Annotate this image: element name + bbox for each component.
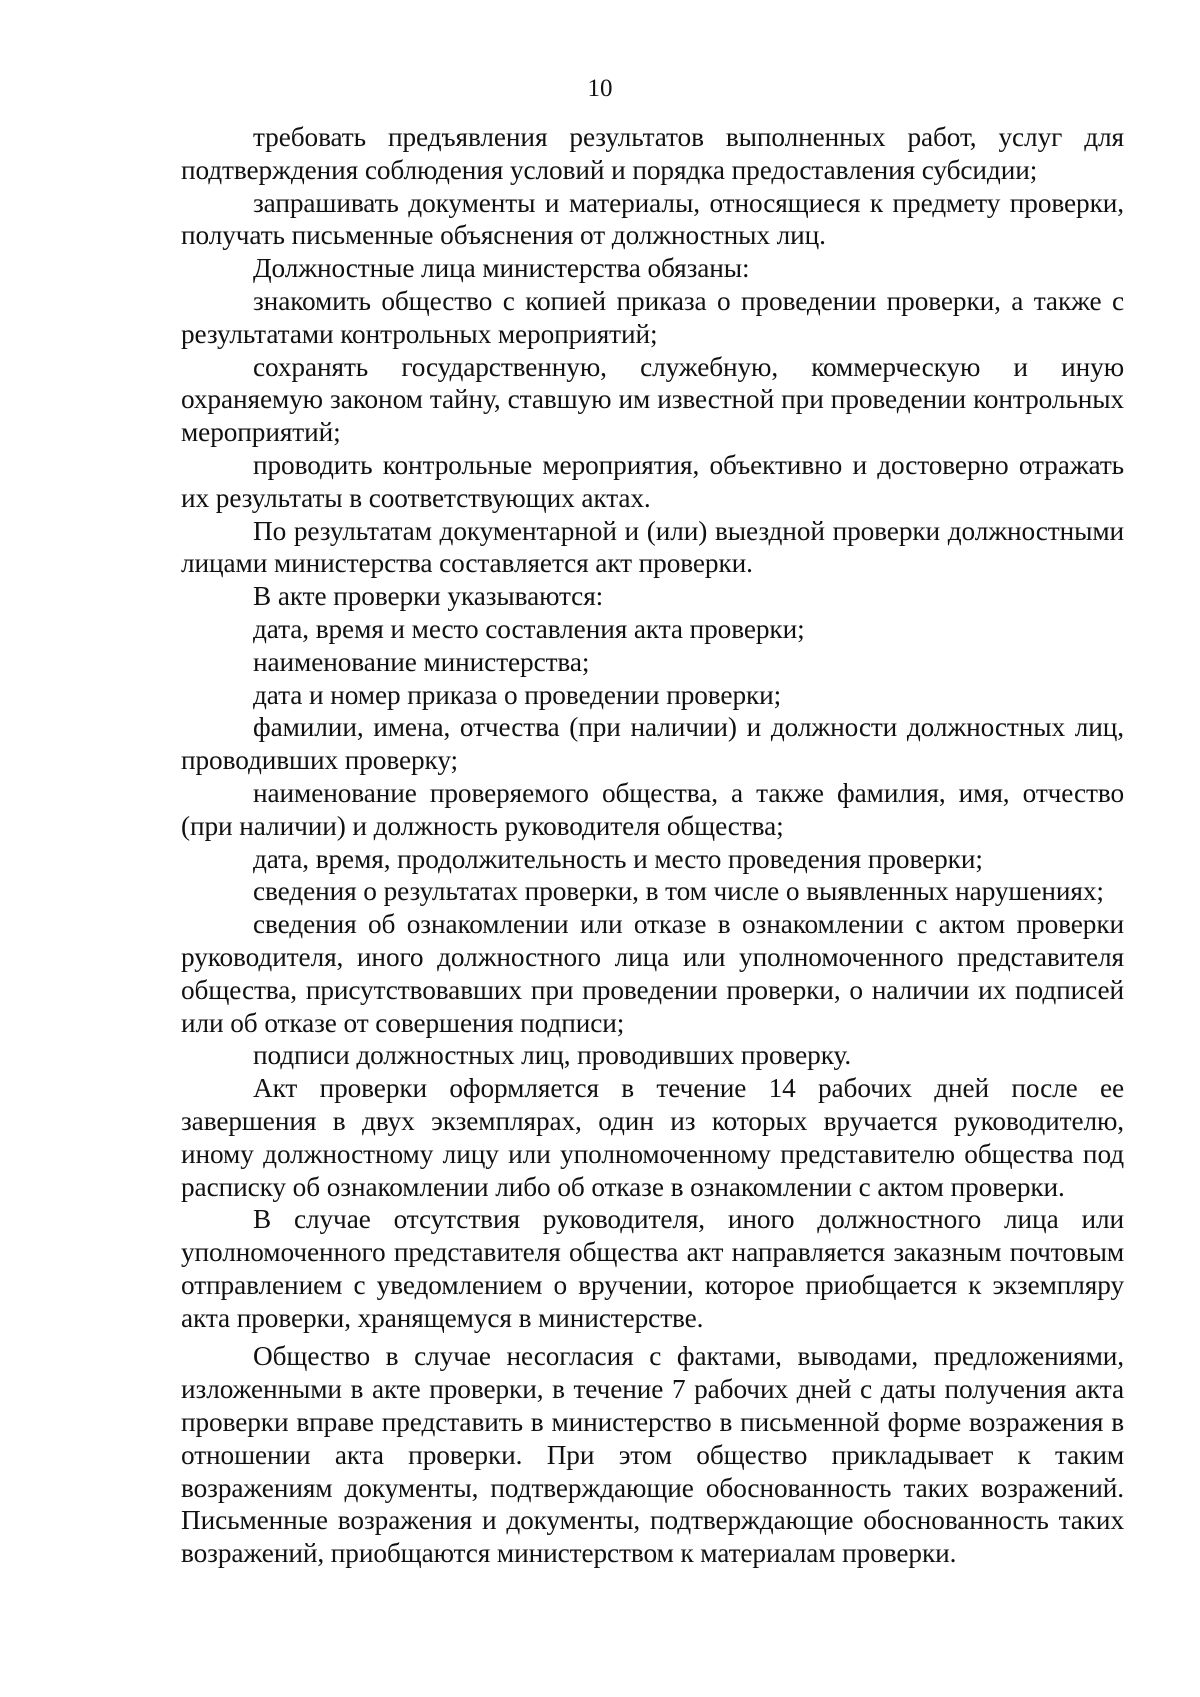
paragraph-19: В случае отсутствия руководителя, иного должностного лица или уполномоченного представителя общества акт направляется заказным почтовым отправлением с уведомлением о вручении, которое приобщается к экземпляру акта проверки, хранящемуся в министерстве. [181,1204,1124,1333]
document-body [181,121,1124,1570]
paragraph-17: подписи должностных лиц, проводивших проверку. [253,1040,852,1071]
paragraph-9: дата, время и место составления акта проверки; [253,613,805,644]
paragraph-5: сохранять государственную, служебную, коммерческую и иную охраняемую законом тайну, ставшую им известной при проведении контрольных мероприятий; [181,351,1124,448]
paragraph-7: По результатам документарной и (или) выездной проверки должностными лицами министерства составляется акт проверки. [181,515,1124,579]
paragraph-3: Должностные лица министерства обязаны: [253,253,750,284]
paragraph-11: дата и номер приказа о проведении проверки; [253,679,782,710]
paragraph-1: требовать предъявления результатов выполненных работ, услуг для подтверждения соблюдения условий и порядка предоставления субсидии; [181,122,1124,185]
paragraph-18: Акт проверки оформляется в течение 14 рабочих дней после ее завершения в двух экземплярах, один из которых вручается руководителю, иному должностному лицу или уполномоченному представителю общества под расписку об ознакомлении либо об отказе в ознакомлении с актом проверки. [181,1073,1124,1202]
paragraph-2: запрашивать документы и материалы, относящиеся к предмету проверки, получать письменные объяснения от должностных лиц. [181,187,1124,251]
paragraph-16: сведения об ознакомлении или отказе в ознакомлении с актом проверки руководителя, иного должностного лица или уполномоченного представителя общества, присутствовавших при проведении проверки, о наличии их подписей или об отказе от совершения подписи; [181,909,1124,1038]
paragraph-10: наименование министерства; [253,646,590,677]
paragraph-8: В акте проверки указываются: [253,581,604,612]
paragraph-20: Общество в случае несогласия с фактами, выводами, предложениями, изложенными в акте проверки, в течение 7 рабочих дней с даты получения акта проверки вправе представить в министерство в письменной форме возражения в отношении акта проверки. При этом общество прикладывает к таким возражениям документы, подтверждающие обоснованность таких возражений. Письменные возражения и документы, подтверждающие обоснованность таких возражений, приобщаются министерством к материалам проверки. [181,1341,1124,1569]
paragraph-13: наименование проверяемого общества, а также фамилия, имя, отчество (при наличии) и должность руководителя общества; [181,777,1124,841]
paragraph-15: сведения о результатах проверки, в том числе о выявленных нарушениях; [253,876,1104,907]
paragraph-4: знакомить общество с копией приказа о проведении проверки, а также с результатами контрольных мероприятий; [181,285,1124,349]
paragraph-6: проводить контрольные мероприятия, объективно и достоверно отражать их результаты в соответствующих актах. [181,449,1124,513]
paragraph-12: фамилии, имена, отчества (при наличии) и должности должностных лиц, проводивших проверку; [181,712,1124,776]
page-number: 10 [587,75,613,102]
paragraph-14: дата, время, продолжительность и место проведения проверки; [253,843,983,874]
